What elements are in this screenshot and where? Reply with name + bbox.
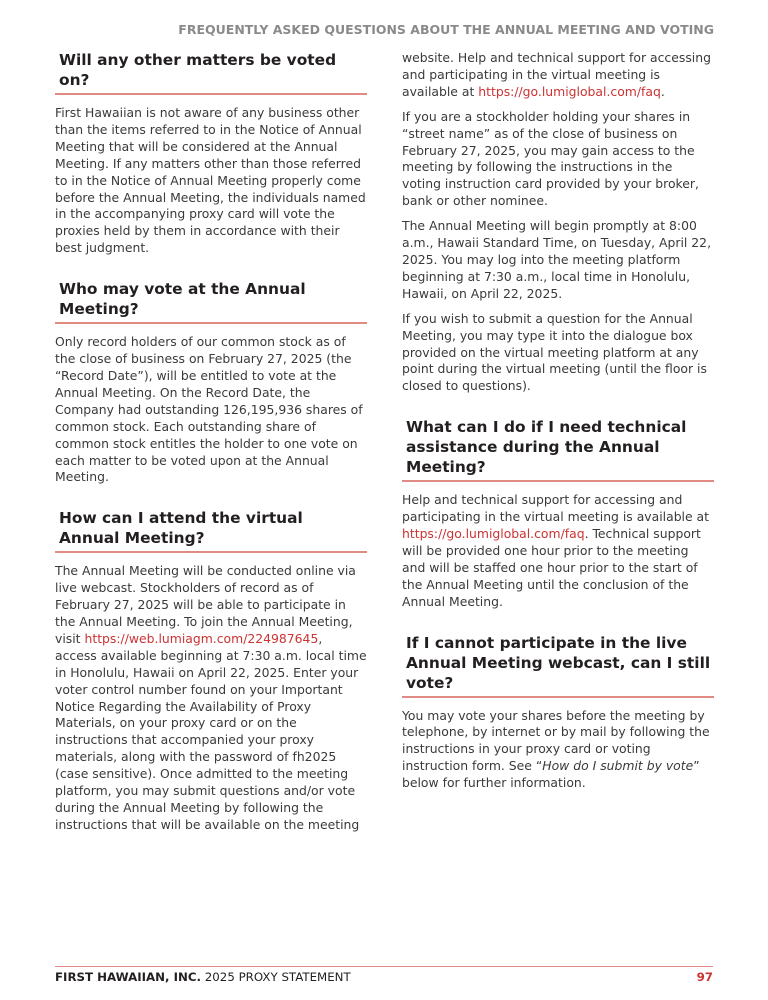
answer-text — [402, 708, 714, 793]
answer-text-part: website. Help and technical support for accessing and participating in the virtual meeting is available at — [402, 50, 711, 99]
document-name: 2025 PROXY STATEMENT — [201, 970, 351, 984]
meeting-start-paragraph: The Annual Meeting will begin promptly at 8:00 a.m., Hawaii Standard Time, on Tuesday, April 22, 2025. You may log into the meeting platform beginning at 7:30 a.m., local time in Honolulu, Hawaii, on April 22, 2025. — [402, 218, 712, 301]
submit-question-paragraph: If you wish to submit a question for the Annual Meeting, you may type it into the dialogue box provided on the virtual meeting platform at any point during the virtual meeting (until the floor is closed to questions). — [402, 310, 707, 394]
answer-text-part: ” below for further information. — [402, 758, 700, 791]
company-name: FIRST HAWAIIAN, INC. — [55, 970, 202, 984]
answer-text-part: You may vote your shares before the meeting by telephone, by internet or by mail by following the instructions in your proxy card or voting instruction form. See “ — [402, 707, 710, 774]
footer-doc-title — [55, 970, 351, 984]
answer-text: Only record holders of our common stock as of the close of business on February 27, 2025 (the “Record Date”), will be entitled to vote at the Annual Meeting. On the Record Date, the Company had outstanding 126,195,936 shares of common stock. Each outstanding share of common stock entitles the holder to one vote on each matter to be voted upon at the Annual Meeting. — [55, 334, 363, 485]
faq-other-matters — [55, 50, 367, 257]
answer-text-part: Help and technical support for accessing and participating in the virtual meeting is available at — [402, 492, 710, 525]
faq-attend-virtual — [55, 508, 367, 834]
faq-who-may-vote — [55, 279, 367, 486]
question-heading: How can I attend the virtual Annual Meeting? — [55, 508, 367, 553]
answer-text: First Hawaiian is not aware of any business other than the items referred to in the Notice of Annual Meeting that will be considered at the Annual Meeting. If any matters other than those referred to in the Notice of Annual Meeting properly come before the Annual Meeting, the individuals named in the accompanying proxy card will vote the proxies held by them in accordance with their best judgment. — [55, 105, 366, 256]
page-footer — [55, 966, 713, 984]
lumiglobal-faq-link[interactable]: https://go.lumiglobal.com/faq — [478, 83, 661, 99]
question-heading: What can I do if I need technical assistance during the Annual Meeting? — [402, 417, 714, 482]
faq-technical-assistance — [402, 417, 714, 610]
faq-cannot-participate — [402, 633, 714, 793]
lumiglobal-faq-link[interactable]: https://go.lumiglobal.com/faq — [402, 526, 585, 542]
answer-text-continued — [402, 50, 714, 101]
question-heading: Will any other matters be voted on? — [55, 50, 367, 95]
answer-text-part: , access available beginning at 7:30 a.m. local time in Honolulu, Hawaii on April 22, 2025. Enter your voter control number found on your Important Notice Regarding the Availability of Proxy Materials, on your proxy card or on the instructions that accompanied your proxy materials, along with the password of fh2025 (case sensitive). Once admitted to the meeting platform, you may submit questions and/or vote during the Annual Meeting by following the instructions that will be available on the meeting — [55, 630, 367, 832]
answer-text-part: . — [660, 83, 665, 99]
answer-text-part: The Annual Meeting will be conducted online via live webcast. Stockholders of record as of February 27, 2025 will be able to participate in the Annual Meeting. To join the Annual Meeting, visit — [55, 563, 356, 646]
cross-reference: How do I submit by vote — [542, 758, 694, 774]
running-header: FREQUENTLY ASKED QUESTIONS ABOUT THE ANNUAL MEETING AND VOTING — [178, 22, 714, 37]
question-heading: Who may vote at the Annual Meeting? — [55, 279, 367, 324]
lumiagm-link[interactable]: https://web.lumiagm.com/224987645 — [84, 630, 319, 646]
right-column — [402, 50, 714, 792]
page-number: 97 — [696, 970, 713, 984]
street-name-paragraph: If you are a stockholder holding your shares in “street name” as of the close of business on February 27, 2025, you may gain access to the meeting by following the instructions in the voting instruction card provided by your broker, bank or other nominee. — [402, 108, 699, 209]
answer-text — [55, 563, 367, 834]
answer-text — [402, 492, 714, 610]
answer-text-part: . Technical support will be provided one hour prior to the meeting and will be staffed one hour prior to the start of the Annual Meeting until the conclusion of the Annual Meeting. — [402, 526, 701, 609]
left-column — [55, 50, 367, 834]
question-heading: If I cannot participate in the live Annual Meeting webcast, can I still vote? — [402, 633, 714, 698]
